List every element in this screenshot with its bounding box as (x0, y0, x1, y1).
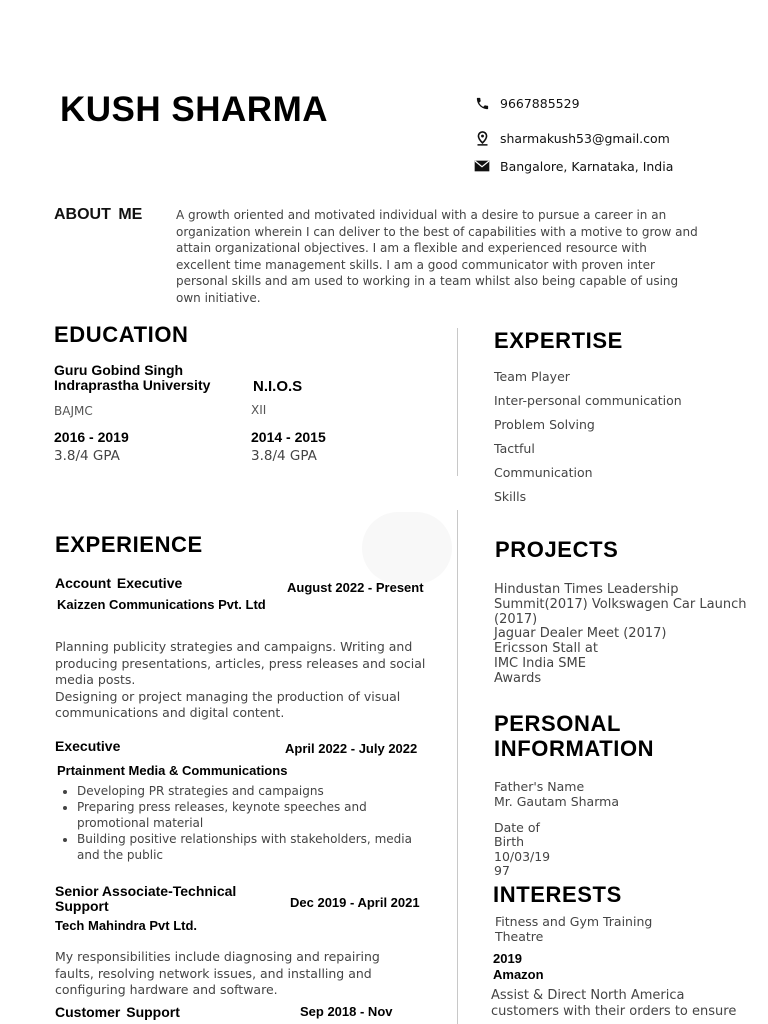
phone-number: 9667885529 (500, 95, 580, 111)
project-line: Summit(2017) Volkswagen Car Launch (494, 596, 747, 612)
education-degree-2: XII (251, 403, 267, 417)
project-line: Hindustan Times Leadership (494, 582, 679, 597)
project-line: Ericsson Stall at (494, 641, 598, 657)
job-description-line: Designing or project managing the production of visual (55, 688, 401, 704)
job-company: Kaizzen Communications Pvt. Ltd (57, 597, 266, 612)
faint-watermark (362, 512, 452, 584)
personal-info-heading-line: INFORMATION (494, 736, 655, 761)
job-role: Customer Support (55, 1004, 180, 1020)
envelope-icon (473, 157, 491, 175)
projects-heading: PROJECTS (495, 537, 619, 562)
side-experience-company: Amazon (493, 967, 544, 982)
expertise-item: Team Player (494, 369, 570, 384)
list-item: • Developing PR strategies and campaigns (77, 783, 417, 799)
project-line: Jaguar Dealer Meet (2017) (494, 626, 667, 642)
candidate-name: KUSH SHARMA (60, 90, 328, 129)
job-bullet-list (57, 783, 417, 863)
about-heading: ABOUT ME (54, 206, 143, 223)
education-years-2: 2014 - 2015 (251, 429, 326, 445)
expertise-item: Problem Solving (494, 417, 595, 432)
job-description-line: communications and digital content. (55, 705, 285, 720)
job-company: Prtainment Media & Communications (57, 763, 288, 778)
contact-phone (473, 93, 580, 113)
job-description-line: producing presentations, articles, press releases and social (55, 655, 426, 671)
job-description (55, 949, 445, 999)
interest-item: Fitness and Gym Training (495, 914, 653, 929)
dob-line: Date of (494, 820, 540, 835)
job-dates: Dec 2019 - April 2021 (290, 895, 420, 910)
job-role-line: Support (55, 898, 109, 914)
location-pin-icon (473, 129, 491, 147)
side-experience-line: customers with their orders to ensure (491, 1004, 737, 1019)
job-description-line: My responsibilities include diagnosing and repairing (55, 949, 380, 964)
job-company: Tech Mahindra Pvt Ltd. (55, 918, 198, 933)
interests-heading: INTERESTS (493, 882, 622, 907)
job-role: Executive (55, 738, 121, 754)
job-dates: August 2022 - Present (287, 580, 424, 595)
education-institution-2: N.I.O.S (253, 378, 303, 395)
side-experience-description (491, 988, 736, 1020)
dob-line: 97 (494, 862, 510, 878)
contact-location (473, 156, 673, 176)
personal-info-heading-line: PERSONAL (494, 711, 622, 736)
interests-list (495, 914, 652, 944)
about-text: A growth oriented and motivated individual with a desire to pursue a career in an organization wherein I can deliver to the best of capabilities with a motive to grow and attain organizational objectives. I am a flexible and experienced resource with excellent time management skills. I am a good communicator with proven inter personal skills and am used to working in a team whilst also being capable of using own initiative. (176, 208, 698, 305)
project-line: Awards (494, 670, 542, 686)
dob-line: 10/03/19 (494, 848, 551, 864)
job-description-line: configuring hardware and software. (55, 982, 278, 997)
list-item: • Preparing press releases, keynote speeches and promotional material (77, 799, 417, 831)
job-description-line: Planning publicity strategies and campaigns. Writing and (55, 639, 413, 654)
father-name-value: Mr. Gautam Sharma (494, 794, 619, 809)
expertise-heading: EXPERTISE (494, 328, 623, 353)
job-description-line: media posts. (55, 672, 136, 687)
date-of-birth-block (494, 821, 550, 878)
side-experience-year: 2019 (493, 951, 522, 966)
list-item: • Building positive relationships with stakeholders, media and the public (77, 831, 417, 863)
institution-1-line-1: Guru Gobind Singh (54, 362, 184, 378)
job-role: Account Executive (55, 575, 183, 591)
education-gpa-1: 3.8/4 GPA (54, 448, 120, 464)
job-role (55, 884, 236, 914)
phone-icon (473, 94, 491, 112)
experience-heading: EXPERIENCE (55, 532, 203, 557)
job-dates: Sep 2018 - Nov (300, 1004, 393, 1019)
dob-line: Birth (494, 834, 525, 850)
project-line: IMC India SME (494, 655, 586, 671)
job-dates: April 2022 - July 2022 (285, 741, 418, 756)
father-name-label: Father's Name (494, 779, 585, 794)
job-description-line: faults, resolving network issues, and installing and (55, 965, 372, 981)
education-institution-1 (54, 363, 210, 393)
personal-info-heading (494, 711, 654, 761)
job-description (55, 639, 445, 722)
column-divider (457, 328, 458, 476)
education-degree-1: BAJMC (54, 404, 93, 418)
expertise-item: Communication (494, 465, 593, 480)
location-text: Bangalore, Karnataka, India (500, 158, 674, 174)
institution-1-line-2: Indraprastha University (54, 377, 211, 393)
projects-list (494, 583, 764, 687)
contact-email (473, 128, 670, 148)
side-experience-line: Assist & Direct North America (491, 988, 685, 1003)
job-role-line: Senior Associate-Technical (55, 883, 237, 899)
column-divider (457, 510, 458, 1024)
email-address: sharmakush53@gmail.com (500, 130, 670, 146)
education-years-1: 2016 - 2019 (54, 429, 129, 445)
expertise-item: Skills (494, 489, 527, 504)
education-heading: EDUCATION (54, 322, 189, 347)
expertise-item: Inter-personal communication (494, 393, 682, 408)
father-name-block (494, 779, 619, 809)
education-gpa-2: 3.8/4 GPA (251, 448, 317, 464)
project-line: (2017) (494, 611, 538, 627)
expertise-item: Tactful (494, 441, 535, 456)
interest-item: Theatre (495, 929, 544, 944)
